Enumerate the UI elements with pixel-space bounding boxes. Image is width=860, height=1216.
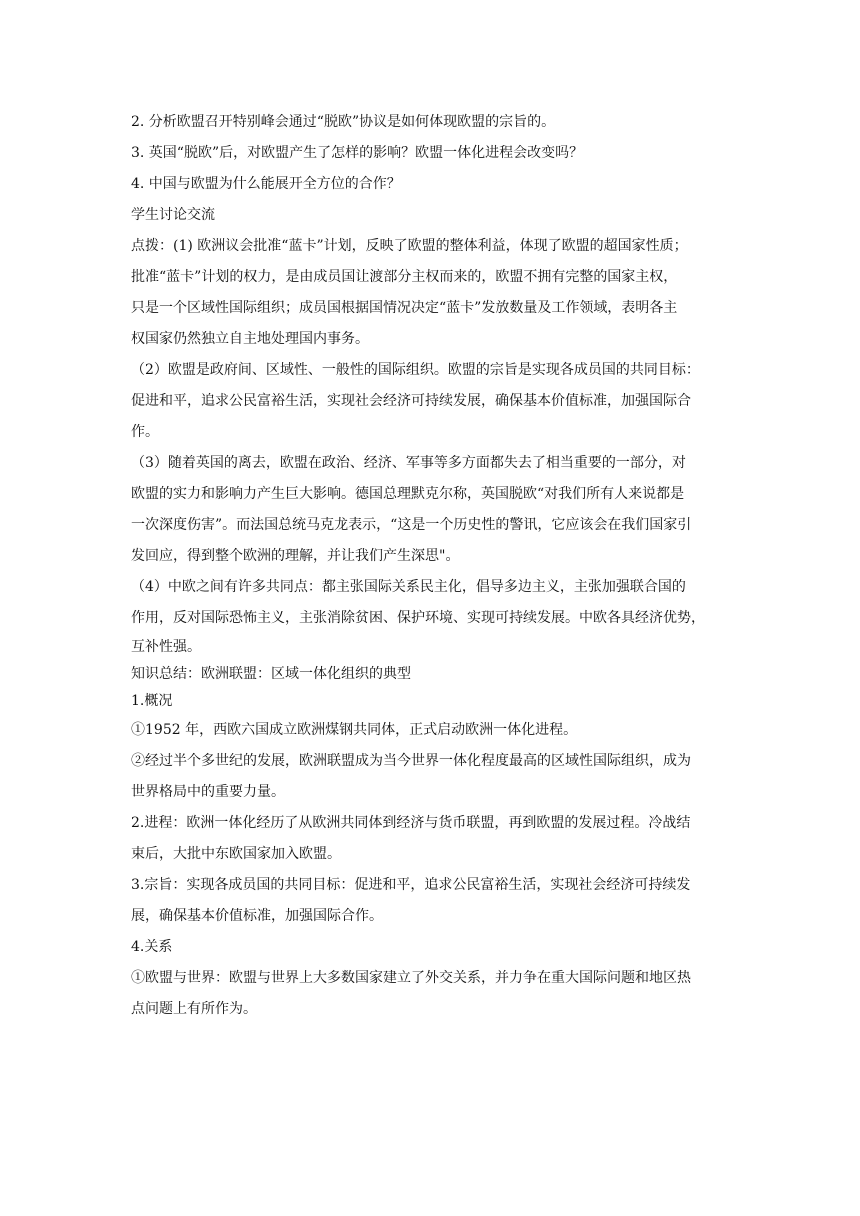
document-page [131, 107, 729, 1025]
paragraph-line: （3）随着英国的离去，欧盟在政治、经济、军事等多方面都失去了相当重要的一部分，对 [131, 455, 686, 471]
paragraph-line: 世界格局中的重要力量。 [131, 784, 285, 800]
paragraph-line: ②经过半个多世纪的发展，欧洲联盟成为当今世界一体化程度最高的区域性国际组织，成为 [131, 753, 691, 769]
paragraph-line: 束后，大批中东欧国家加入欧盟。 [131, 846, 341, 862]
relation-heading: 4.关系 [131, 939, 173, 955]
paragraph-line: 一次深度伤害”。而法国总统马克龙表示，“这是一个历史性的警讯，它应该会在我们国家引 [131, 517, 692, 533]
overview-item-1: ①1952 年，西欧六国成立欧洲煤钢共同体，正式启动欧洲一体化进程。 [131, 722, 578, 738]
paragraph-line: 互补性强。 [131, 639, 201, 655]
paragraph-line: 欧盟的实力和影响力产生巨大影响。德国总理默克尔称，英国脱欧“对我们所有人来说都是 [131, 486, 685, 502]
paragraph-line: 展，确保基本价值标准，加强国际合作。 [131, 908, 383, 924]
paragraph-line: 点问题上有所作为。 [131, 1001, 257, 1017]
guidance-paragraph-3 [131, 448, 729, 572]
overview-item-2 [131, 746, 729, 808]
paragraph-line: 点拨：(1) 欧洲议会批准“蓝卡”计划，反映了欧盟的整体利益，体现了欧盟的超国家性质； [131, 238, 688, 254]
question-2: 2. 分析欧盟召开特别峰会通过“脱欧”协议是如何体现欧盟的宗旨的。 [131, 114, 556, 130]
paragraph-line: ①欧盟与世界：欧盟与世界上大多数国家建立了外交关系，并力争在重大国际问题和地区热 [131, 970, 691, 986]
process-section [131, 808, 729, 870]
paragraph-line: 作。 [131, 424, 159, 440]
guidance-paragraph-4 [131, 572, 729, 661]
paragraph-line: （4）中欧之间有许多共同点：都主张国际关系民主化，倡导多边主义，主张加强联合国的 [131, 579, 686, 595]
paragraph-line: （2）欧盟是政府间、区域性、一般性的国际组织。欧盟的宗旨是实现各成员国的共同目标： [131, 362, 700, 378]
paragraph-line: 作用，反对国际恐怖主义，主张消除贫困、保护环境、实现可持续发展。中欧各具经济优势， [131, 610, 705, 626]
overview-heading: 1.概况 [131, 693, 173, 709]
purpose-section [131, 870, 729, 932]
guidance-paragraph-2 [131, 355, 729, 448]
paragraph-line: 2.进程：欧洲一体化经历了从欧洲共同体到经济与货币联盟，再到欧盟的发展过程。冷战结 [131, 815, 691, 831]
paragraph-line: 批准“蓝卡”计划的权力，是由成员国让渡部分主权而来的，欧盟不拥有完整的国家主权， [131, 269, 678, 285]
relation-item-1 [131, 963, 729, 1025]
summary-title: 知识总结：欧洲联盟：区域一体化组织的典型 [131, 666, 411, 682]
question-4: 4. 中国与欧盟为什么能展开全方位的合作？ [131, 176, 401, 192]
paragraph-line: 3.宗旨：实现各成员国的共同目标：促进和平，追求公民富裕生活，实现社会经济可持续发 [131, 877, 691, 893]
paragraph-line: 促进和平，追求公民富裕生活，实现社会经济可持续发展，确保基本价值标准，加强国际合 [131, 393, 691, 409]
paragraph-line: 只是一个区域性国际组织；成员国根据国情况决定“蓝卡”发放数量及工作领域，表明各主 [131, 300, 678, 316]
paragraph-line: 权国家仍然独立自主地处理国内事务。 [131, 331, 369, 347]
question-3: 3. 英国“脱欧”后，对欧盟产生了怎样的影响？欧盟一体化进程会改变吗？ [131, 145, 584, 161]
discussion-label: 学生讨论交流 [131, 207, 215, 223]
paragraph-line: 发回应，得到整个欧洲的理解，并让我们产生深思"。 [131, 548, 460, 564]
guidance-paragraph-1 [131, 231, 729, 355]
